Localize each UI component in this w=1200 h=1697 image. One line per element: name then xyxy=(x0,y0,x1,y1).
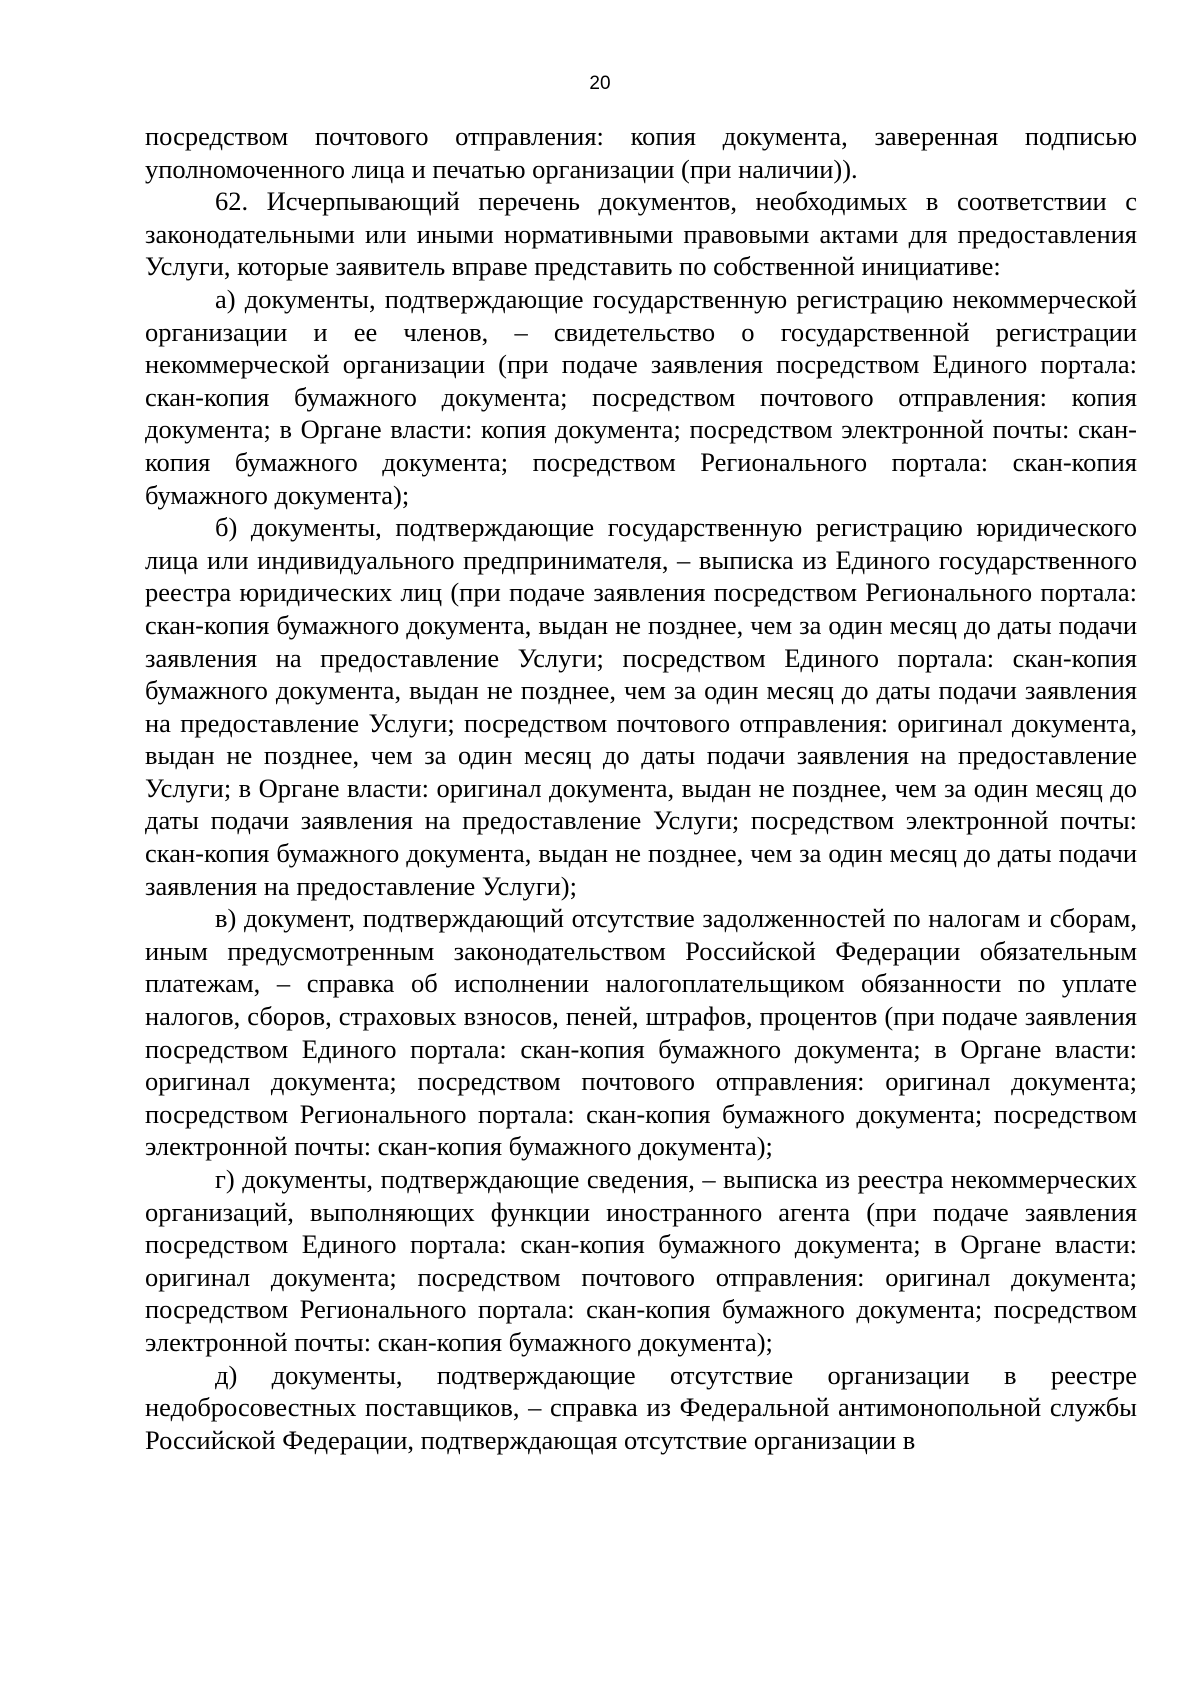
paragraph-subitem-b: б) документы, подтверждающие государственную регистрацию юридического лица или индивидуального предпринимателя, – выписка из Единого государственного реестра юридических лиц (при подаче заявления посредством Регионального портала: скан-копия бумажного документа, выдан не позднее, чем за один месяц до даты подачи заявления на предоставление Услуги; посредством Единого портала: скан-копия бумажного документа, выдан не позднее, чем за один месяц до даты подачи заявления на предоставление Услуги; посредством почтового отправления: оригинал документа, выдан не позднее, чем за один месяц до даты подачи заявления на предоставление Услуги; в Органе власти: оригинал документа, выдан не позднее, чем за один месяц до даты подачи заявления на предоставление Услуги; посредством электронной почты: скан-копия бумажного документа, выдан не позднее, чем за один месяц до даты подачи заявления на предоставление Услуги); xyxy=(145,512,1137,901)
document-body xyxy=(145,120,1137,1456)
paragraph-subitem-g: г) документы, подтверждающие сведения, – выписка из реестра некоммерческих организаций, выполняющих функции иностранного агента (при подаче заявления посредством Единого портала: скан-копия бумажного документа; в Органе власти: оригинал документа; посредством почтового отправления: оригинал документа; посредством Регионального портала: скан-копия бумажного документа; посредством электронной почты: скан-копия бумажного документа); xyxy=(145,1164,1137,1357)
page-number: 20 xyxy=(589,73,611,94)
paragraph-item-62: 62. Исчерпывающий перечень документов, необходимых в соответствии с законодательными или иными нормативными правовыми актами для предоставления Услуги, которые заявитель вправе представить по собственной инициативе: xyxy=(145,186,1137,282)
paragraph-continuation: посредством почтового отправления: копия документа, заверенная подписью уполномоченного лица и печатью организации (при наличии)). xyxy=(145,121,1137,184)
paragraph-subitem-d: д) документы, подтверждающие отсутствие организации в реестре недобросовестных поставщиков, – справка из Федеральной антимонопольной службы Российской Федерации, подтверждающая отсутствие организации в xyxy=(145,1359,1137,1455)
paragraph-subitem-v: в) документ, подтверждающий отсутствие задолженностей по налогам и сборам, иным предусмотренным законодательством Российской Федерации обязательным платежам, – справка об исполнении налогоплательщиком обязанности по уплате налогов, сборов, страховых взносов, пеней, штрафов, процентов (при подаче заявления посредством Единого портала: скан-копия бумажного документа; в Органе власти: оригинал документа; посредством почтового отправления: оригинал документа; посредством Регионального портала: скан-копия бумажного документа; посредством электронной почты: скан-копия бумажного документа); xyxy=(145,903,1137,1162)
paragraph-subitem-a: а) документы, подтверждающие государственную регистрацию некоммерческой организации и ее членов, – свидетельство о государственной регистрации некоммерческой организации (при подаче заявления посредством Единого портала: скан-копия бумажного документа; посредством почтового отправления: копия документа; в Органе власти: копия документа; посредством электронной почты: скан-копия бумажного документа; посредством Регионального портала: скан-копия бумажного документа); xyxy=(145,283,1137,510)
